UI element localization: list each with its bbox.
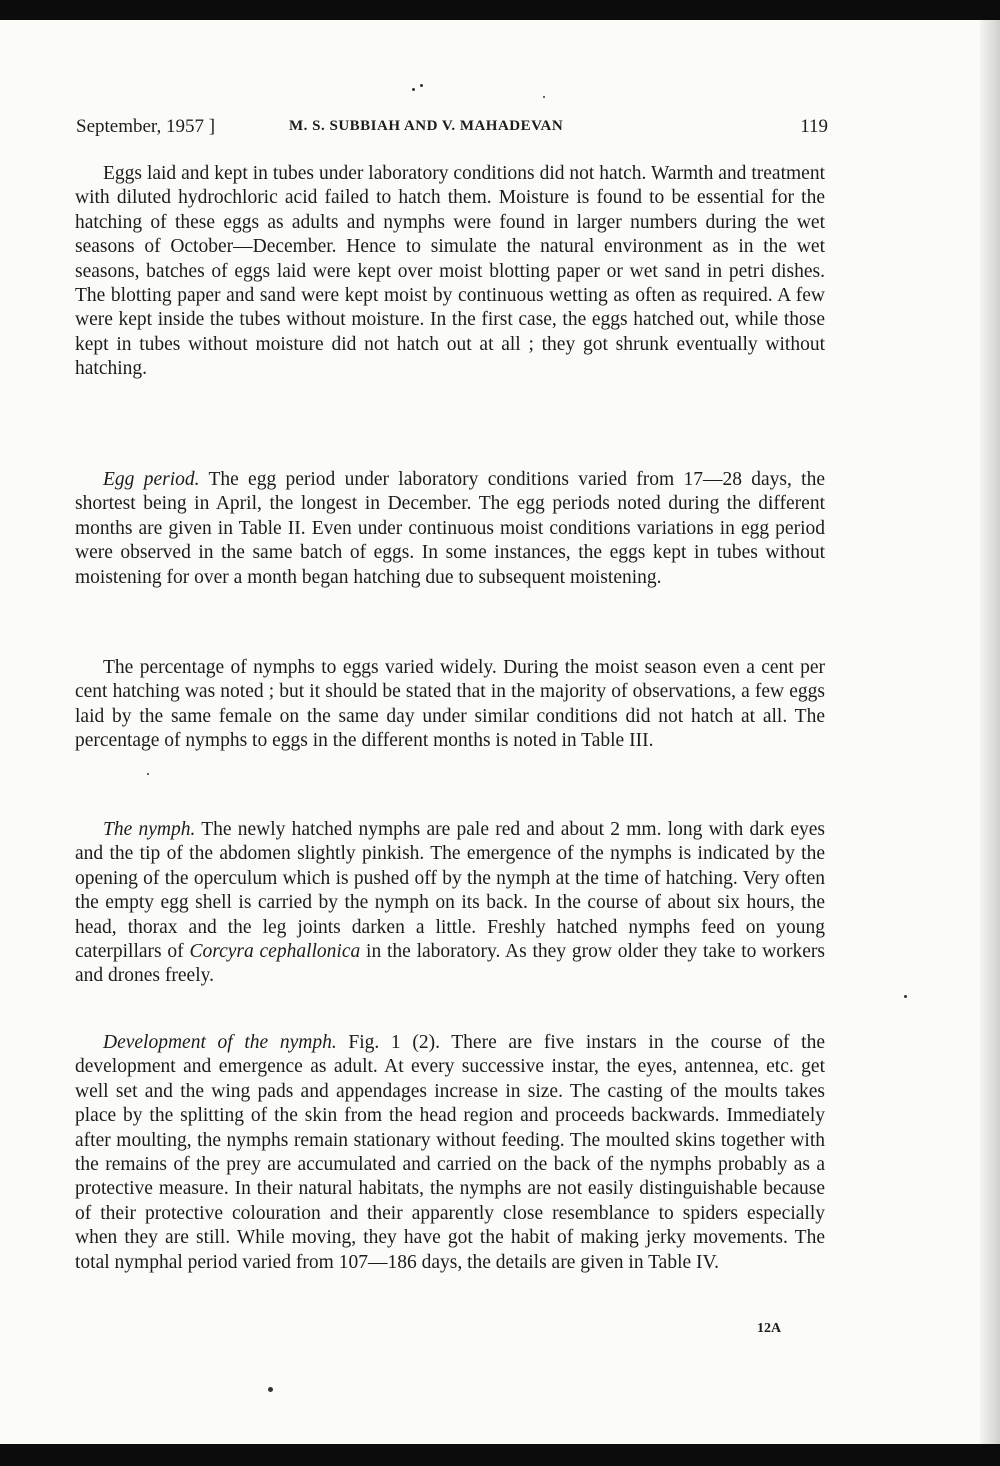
paragraph-egg-period <box>75 468 825 590</box>
signature-mark: 12A <box>757 1321 782 1336</box>
page-edge-shadow <box>980 20 1000 1444</box>
print-speck <box>420 84 423 87</box>
section-lead: Development of the nymph. <box>103 1032 337 1053</box>
paragraph-text: Fig. 1 (2). There are five instars in the course of the development and emergence as adult. At every successive instar, the eyes, antennea, etc. get well set and the wing pads and appendages increase in size. The casting of the moults takes place by the splitting of the skin from the head region and proceeds backwards. Immediately after moulting, the nymphs remain stationary without feeding. The moulted skins together with the remains of the prey are accumulated and carried on the back of the nymphs probably as a protective measure. In their natural habitats, the nymphs are not easily distinguishable because of their protective colouration and their apparently close resemblance to spiders especially when they are still. While moving, they have got the habit of making jerky movements. The total nymphal period varied from 107—186 days, the details are given in Table IV. <box>75 1032 825 1273</box>
paragraph-text: The newly hatched nymphs are pale red and about 2 mm. long with dark eyes and the tip of the abdomen slightly pinkish. The emergence of the nymphs is indicated by the opening of the operculum which is pushed off by the nymph at the time of hatching. Very often the empty egg shell is carried by the nymph on its back. In the course of about six hours, the head, thorax and the leg joints darken a little. Freshly hatched nymphs feed on young caterpillars of <box>75 819 825 963</box>
section-lead: The nymph. <box>103 819 196 840</box>
paragraph-text-tail: in the laboratory. As they grow older they take to workers and drones freely. <box>75 941 825 987</box>
issue-date: September, 1957 ] <box>76 116 216 137</box>
print-speck <box>268 1387 273 1392</box>
running-header <box>76 116 828 146</box>
species-name: Corcyra cephallonica <box>189 941 361 963</box>
section-lead: Egg period. <box>103 469 200 490</box>
print-speck <box>904 995 907 998</box>
paragraph-text: The percentage of nymphs to eggs varied widely. During the moist season even a cent per cent hatching was noted ; but it should be stated that in the majority of observations, a few eggs laid by the same female on the same day under similar conditions did not hatch at all. The percentage of nymphs to eggs in the different months is noted in Table III. <box>75 657 825 752</box>
paragraph-the-nymph <box>75 818 825 989</box>
journal-page <box>0 20 980 1444</box>
paragraph-egg-hatching <box>75 162 825 382</box>
print-speck <box>412 88 415 91</box>
print-speck <box>147 773 149 775</box>
paragraph-text: Eggs laid and kept in tubes under laboratory conditions did not hatch. Warmth and treatment with diluted hydrochloric acid failed to hatch them. Moisture is found to be essential for the hatching of these eggs as adults and nymphs were found in larger numbers during the wet seasons of October—December. Hence to simulate the natural environment as in the wet seasons, batches of eggs laid were kept over moist blotting paper or wet sand in petri dishes. The blotting paper and sand were kept moist by continuous wetting as often as required. A few were kept inside the tubes without moisture. In the first case, the eggs hatched out, while those kept in tubes without moisture did not hatch out at all ; they got shrunk eventually without hatching. <box>75 163 825 380</box>
paragraph-text: The egg period under laboratory conditions varied from 17—28 days, the shortest being in April, the longest in December. The egg periods noted during the different months are given in Table II. Even under continuous moist conditions variations in egg period were observed in the same batch of eggs. In some instances, the eggs kept in tubes without moistening for over a month began hatching due to subsequent moistening. <box>75 469 825 588</box>
paragraph-nymph-development <box>75 1031 825 1275</box>
print-speck <box>543 96 545 98</box>
running-authors: M. S. SUBBIAH AND V. MAHADEVAN <box>289 118 564 134</box>
page-number: 119 <box>800 116 828 137</box>
paragraph-nymph-percentage <box>75 656 825 754</box>
